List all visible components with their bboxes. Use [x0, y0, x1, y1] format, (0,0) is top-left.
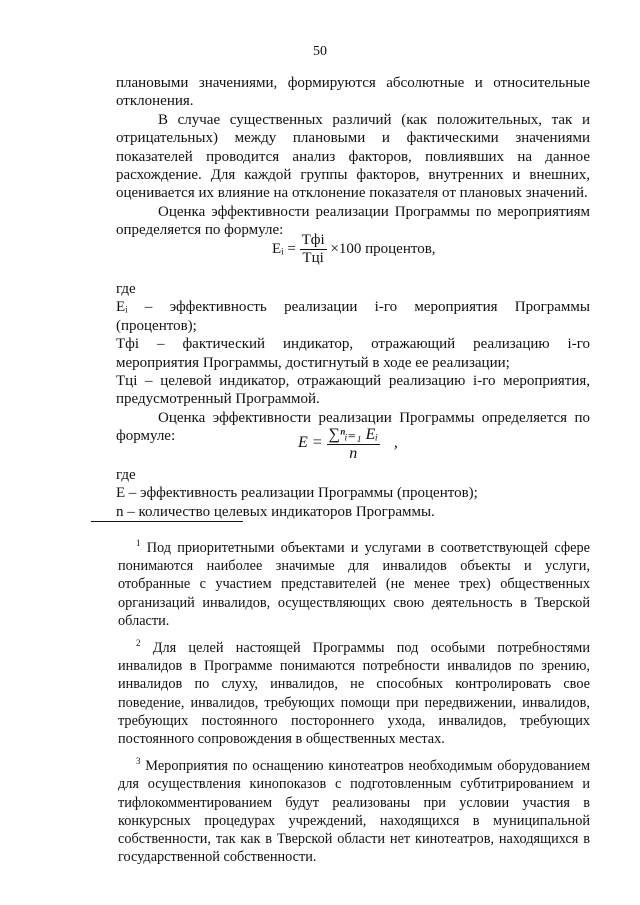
- main-text-block-2: [116, 280, 590, 446]
- footnote-2-mark: 2: [136, 638, 141, 649]
- paragraph-deviations: плановыми значениями, формируются абсолютные и относительные отклонения.: [116, 75, 590, 110]
- definition-e: E – эффективность реализации Программы (процентов);: [116, 485, 478, 502]
- formula1-denominator: Tцi: [302, 250, 324, 266]
- formula-measure-efficiency: [272, 232, 436, 267]
- footnote-1-text: Под приоритетными объектами и услугами в соответствующей сфере понимаются наиболее значимые для инвалидов объекты и услуги, отобранные с участием представителей (не менее трех) общественных организаций инвалидов, осуществляющих свою деятельность в Тверской области.: [118, 540, 591, 629]
- footnote-2-text: Для целей настоящей Программы под особыми потребностями инвалидов в Программе понимаются потребности инвалидов по зрению, инвалидов по слуху, инвалидов, не способных контролировать свое поведение, инвалидов, требующих помощи при передвижении, инвалидов, требующих постоянного постороннего ухода, инвалидов, требующих постоянного сопровождения в общественных местах.: [118, 640, 590, 748]
- formula-program-efficiency: [298, 424, 398, 463]
- definition-tci: Tцi – целевой индикатор, отражающий реализацию i-го мероприятия, предусмотренный Программой.: [116, 373, 590, 408]
- formula2-trail: ,: [393, 434, 398, 452]
- footnote-2: [118, 634, 590, 748]
- paragraph-factor-analysis: В случае существенных различий (как положительных, так и отрицательных) между плановыми и фактическими значениями показателей проводится анализ факторов, повлиявших на данное расхождение. Для каждой группы факторов, внутренних и внешних, оценивается их влияние на отклонение показателя от плановых значений.: [116, 111, 590, 202]
- formula1-fraction: [300, 232, 327, 267]
- definition-n: n – количество целевых индикаторов Программы.: [116, 503, 435, 520]
- formula2-numerator: ∑ⁿᵢ₌₁ Eᵢ: [328, 426, 378, 443]
- footnote-3-text: Мероприятия по оснащению кинотеатров необходимым оборудованием для осуществления кинопоказов с подготовленным субтитрированием и тифлокомментированием будут реализованы при условии участия в конкурсных процедурах учреждений, находящихся в муниципальной собственности, так как в Тверской области нет кинотеатров, находящихся в государственной собственности.: [118, 758, 590, 866]
- formula1-lhs: Eᵢ =: [272, 240, 296, 257]
- formula2-fraction: [327, 424, 380, 463]
- footnote-3: [118, 752, 590, 866]
- formula1-numerator: Tфi: [301, 232, 325, 248]
- paragraph-program-efficiency: Оценка эффективности реализации Программы определяется по формуле:: [116, 409, 590, 445]
- footnotes-block: [118, 534, 590, 866]
- main-text-block-3: [116, 466, 590, 521]
- main-text-block-1: [116, 74, 590, 240]
- where-label-2: где: [116, 467, 136, 483]
- formula1-rhs: ×100 процентов,: [330, 240, 436, 257]
- footnote-1-mark: 1: [136, 538, 141, 548]
- formula2-denominator: n: [349, 445, 358, 462]
- page-number: 50: [313, 44, 327, 59]
- footnote-1: [118, 534, 590, 630]
- definition-tfi: Tфi – фактический индикатор, отражающий реализацию i-го мероприятия Программы, достигнутый в ходе ее реализации;: [116, 336, 590, 371]
- paragraph-measure-efficiency: Оценка эффективности реализации Программы по мероприятиям определяется по формуле:: [116, 203, 590, 239]
- definition-ei: Eᵢ – эффективность реализации i-го мероприятия Программы (процентов);: [116, 299, 590, 334]
- formula2-lhs: E =: [298, 434, 323, 452]
- footnote-separator: [91, 521, 243, 522]
- where-label-1: где: [116, 281, 136, 297]
- footnote-3-mark: 3: [136, 756, 141, 767]
